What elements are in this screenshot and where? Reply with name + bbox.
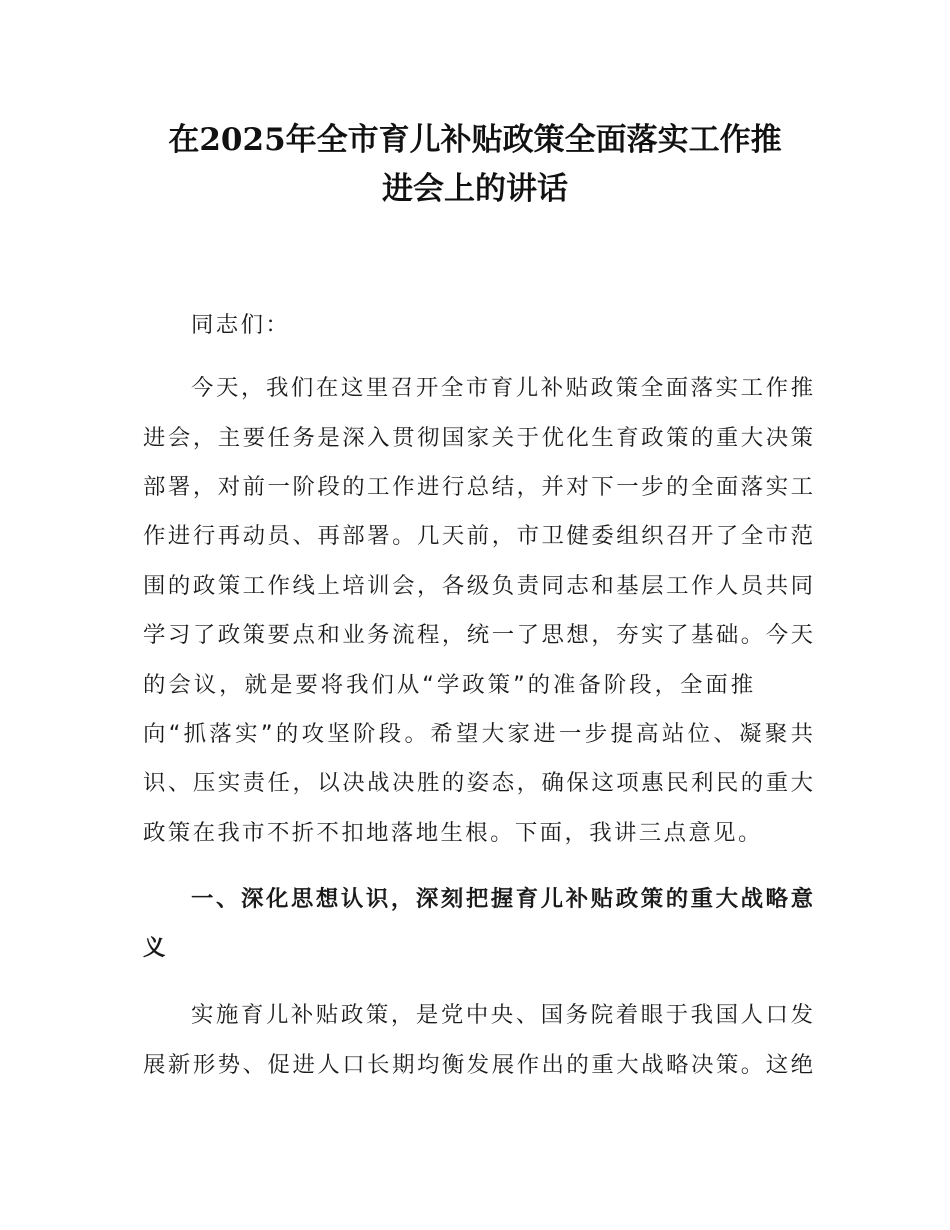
paragraph-line: 政策在我市不折不扣地落地生根。下面，我讲三点意见。: [143, 820, 763, 846]
paragraph-line: 学习了政策要点和业务流程，统一了思想，夯实了基础。今天: [143, 622, 813, 648]
paragraph-line: 的会议，就是要将我们从“学政策”的准备阶段，全面推: [143, 672, 757, 698]
paragraph-line: 实施育儿补贴政策，是党中央、国务院着眼于我国人口发: [191, 1002, 813, 1028]
document-title-line-2: 进会上的讲话: [382, 171, 568, 207]
paragraph-line: 向“抓落实”的攻坚阶段。希望大家进一步提高站位、凝聚共: [143, 721, 813, 747]
paragraph-line: 今天，我们在这里召开全市育儿补贴政策全面落实工作推: [191, 375, 813, 401]
paragraph-line: 围的政策工作线上培训会，各级负责同志和基层工作人员共同: [143, 573, 813, 599]
paragraph-line: 展新形势、促进人口长期均衡发展作出的重大战略决策。这绝: [143, 1052, 813, 1078]
paragraph-line: 部署，对前一阶段的工作进行总结，并对下一步的全面落实工: [143, 474, 813, 500]
document-title-line-1: 在2025年全市育儿补贴政策全面落实工作推: [168, 122, 782, 158]
paragraph-line: 进会，主要任务是深入贯彻国家关于优化生育政策的重大决策: [143, 425, 813, 451]
paragraph-line: 作进行再动员、再部署。几天前，市卫健委组织召开了全市范: [143, 523, 813, 549]
paragraph-line: 识、压实责任，以决战决胜的姿态，确保这项惠民利民的重大: [143, 770, 813, 796]
section-heading-line-1: 一、深化思想认识，深刻把握育儿补贴政策的重大战略意: [191, 886, 813, 912]
salutation: 同志们：: [191, 312, 291, 338]
section-heading-line-2: 义: [143, 935, 168, 961]
